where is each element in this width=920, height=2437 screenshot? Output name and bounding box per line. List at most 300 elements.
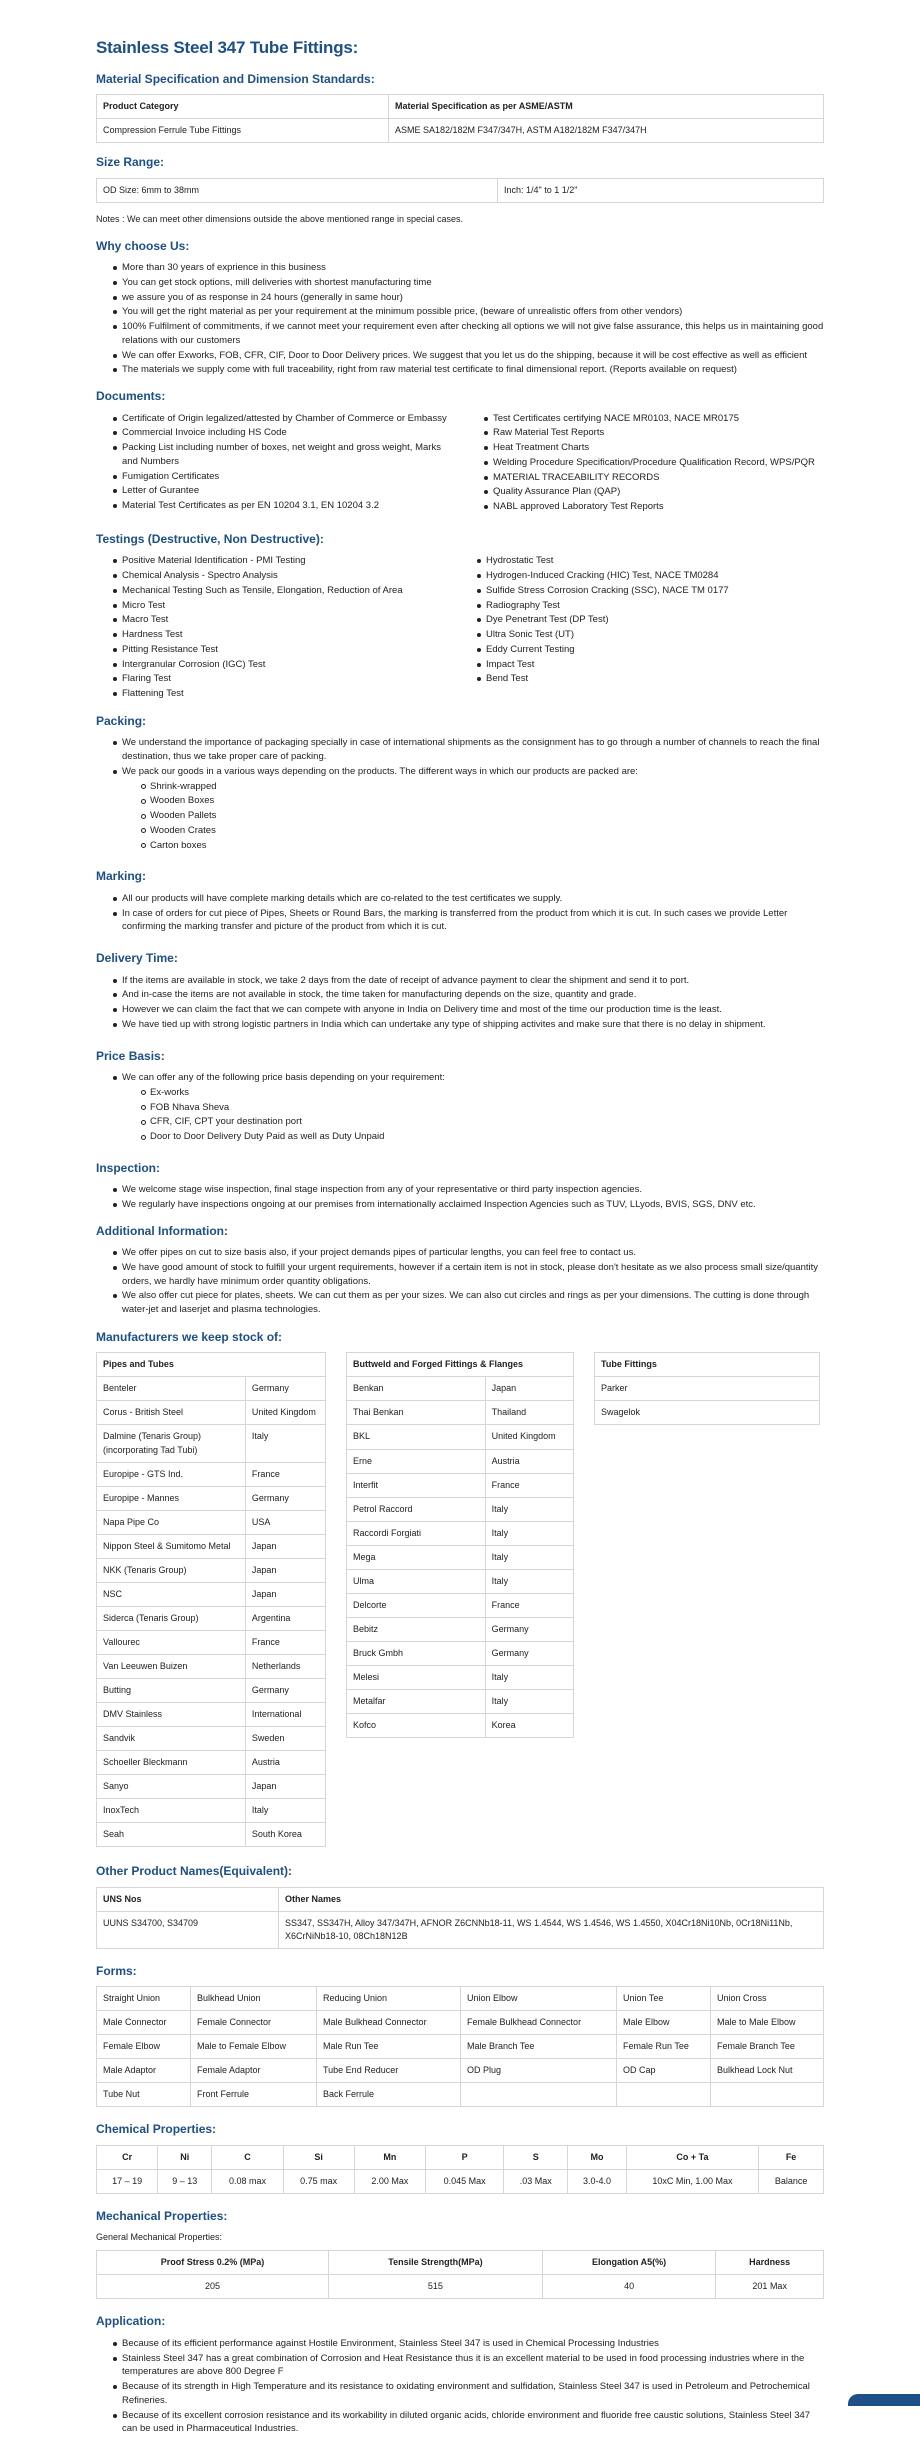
table-row [97, 2059, 824, 2083]
list-item: Test Certificates certifying NACE MR0103, NACE MR0175 [467, 412, 824, 426]
manufacturer-name-cell: NSC [97, 1582, 246, 1606]
manufacturer-country-cell: Italy [245, 1799, 325, 1823]
table-header-cell: Tube Fittings [595, 1353, 820, 1377]
form-cell [617, 2083, 711, 2107]
table-row [97, 1401, 326, 1425]
list-item: MATERIAL TRACEABILITY RECORDS [467, 471, 824, 485]
manufacturer-name-cell: Benkan [347, 1377, 486, 1401]
table-row [97, 2275, 824, 2299]
table-header-cell: C [212, 2145, 283, 2169]
inch-size-cell: Inch: 1/4" to 1 1/2" [498, 178, 824, 202]
manufacturer-country-cell: Japan [245, 1534, 325, 1558]
manufacturer-name-cell: Raccordi Forgiati [347, 1521, 486, 1545]
other-names-section [96, 1863, 824, 1949]
manufacturer-country-cell: Italy [485, 1569, 573, 1593]
list-item: Ultra Sonic Test (UT) [460, 628, 824, 642]
table-header-cell: Ni [158, 2145, 212, 2169]
manufacturer-country-cell: Japan [485, 1377, 573, 1401]
table-row [97, 1425, 326, 1462]
list-item: 100% Fulfilment of commitments, if we cannot meet your requirement even after checking all options we will not give false assurance, this helps us in maintaining good relations with our customers [96, 320, 824, 348]
manufacturers-heading: Manufacturers we keep stock of: [96, 1329, 283, 1344]
forms-section [96, 1963, 824, 2108]
marking-heading: Marking: [96, 869, 147, 884]
manufacturer-name-cell: Van Leeuwen Buizen [97, 1654, 246, 1678]
manufacturer-country-cell: Germany [245, 1678, 325, 1702]
manufacturer-country-cell: France [245, 1462, 325, 1486]
application-list [96, 2337, 824, 2436]
documents-columns [96, 412, 824, 515]
od-size-cell: OD Size: 6mm to 38mm [97, 178, 498, 202]
manufacturer-name-cell: Petrol Raccord [347, 1497, 486, 1521]
form-cell: OD Cap [617, 2059, 711, 2083]
table-cell: 201 Max [716, 2275, 824, 2299]
manufacturer-country-cell: Korea [485, 1714, 573, 1738]
chemical-table [96, 2145, 824, 2194]
table-header-row [595, 1353, 820, 1377]
table-row [347, 1689, 574, 1713]
manufacturer-country-cell: Italy [485, 1545, 573, 1569]
form-cell: Tube Nut [97, 2083, 191, 2107]
table-row [595, 1377, 820, 1401]
testings-heading: Testings (Destructive, Non Destructive): [96, 531, 324, 546]
list-item: Certificate of Origin legalized/attested by Chamber of Commerce or Embassy [96, 412, 453, 426]
table-cell: ASME SA182/182M F347/347H, ASTM A182/182M F347/347H [389, 119, 824, 143]
list-item: Positive Material Identification - PMI Testing [96, 554, 460, 568]
table-header-row [97, 1887, 824, 1911]
testings-list-right [460, 554, 824, 702]
list-item: Material Test Certificates as per EN 10204 3.1, EN 10204 3.2 [96, 499, 453, 513]
list-item: Chemical Analysis - Spectro Analysis [96, 569, 460, 583]
table-header-cell: P [425, 2145, 503, 2169]
manufacturer-country-cell: Italy [485, 1689, 573, 1713]
form-cell: Bulkhead Lock Nut [711, 2059, 824, 2083]
form-cell: Female Adaptor [191, 2059, 317, 2083]
manufacturer-country-cell: Japan [245, 1775, 325, 1799]
table-row [97, 1582, 326, 1606]
table-header-cell: S [504, 2145, 568, 2169]
price-heading: Price Basis: [96, 1048, 165, 1063]
table-row [97, 1377, 326, 1401]
table-header-cell: Si [283, 2145, 354, 2169]
page-title: Stainless Steel 347 Tube Fittings: [96, 38, 359, 57]
list-item: We understand the importance of packaging specially in case of international shipments as the consignment has to go through a number of channels to reach the final destination, thus we take proper care of packing. [96, 736, 824, 764]
table-row [347, 1521, 574, 1545]
manufacturer-name-cell: Schoeller Bleckmann [97, 1751, 246, 1775]
table-header-cell: Tensile Strength(MPa) [329, 2251, 543, 2275]
table-cell: 2.00 Max [354, 2169, 425, 2193]
table-header-row [97, 95, 824, 119]
table-header-cell: Mn [354, 2145, 425, 2169]
chemical-section [96, 2121, 824, 2193]
list-item: Heat Treatment Charts [467, 441, 824, 455]
list-item: More than 30 years of exprience in this business [96, 261, 824, 275]
manufacturer-country-cell: USA [245, 1510, 325, 1534]
list-item: The materials we supply come with full traceability, right from raw material test certificate to final dimensional report. (Reports available on request) [96, 363, 824, 377]
list-item: We offer pipes on cut to size basis also, if your project demands pipes of particular lengths, you can feel free to contact us. [96, 1246, 824, 1260]
list-item: Hardness Test [96, 628, 460, 642]
form-cell: Bulkhead Union [191, 1987, 317, 2011]
form-cell: Front Ferrule [191, 2083, 317, 2107]
table-row [97, 1727, 326, 1751]
manufacturer-country-cell: Austria [485, 1449, 573, 1473]
table-header-row [347, 1353, 574, 1377]
spec-section [96, 71, 824, 143]
form-cell: Male Connector [97, 2011, 191, 2035]
table-row [347, 1425, 574, 1449]
list-item: If the items are available in stock, we take 2 days from the date of receipt of advance payment to clear the shipment and send it to port. [96, 974, 824, 988]
delivery-heading: Delivery Time: [96, 951, 178, 966]
chemical-heading: Chemical Properties: [96, 2122, 217, 2137]
table-row [97, 178, 824, 202]
table-header-cell: Buttweld and Forged Fittings & Flanges [347, 1353, 574, 1377]
table-cell: 3.0-4.0 [568, 2169, 626, 2193]
buttweld-table-body [347, 1377, 574, 1738]
manufacturer-country-cell: Thailand [485, 1401, 573, 1425]
delivery-section [96, 950, 824, 1031]
mechanical-table [96, 2250, 824, 2299]
form-cell: Female Run Tee [617, 2035, 711, 2059]
marking-section [96, 868, 824, 934]
manufacturer-country-cell: Austria [245, 1751, 325, 1775]
manufacturer-name-cell: Metalfar [347, 1689, 486, 1713]
list-item [96, 765, 824, 853]
table-cell: Balance [759, 2169, 824, 2193]
table-row [97, 1510, 326, 1534]
page-content [96, 36, 824, 2437]
manufacturer-country-cell: Germany [485, 1617, 573, 1641]
manufacturer-name-cell: Sandvik [97, 1727, 246, 1751]
table-header-cell: Elongation A5(%) [542, 2251, 716, 2275]
size-section [96, 154, 824, 225]
table-cell: Compression Ferrule Tube Fittings [97, 119, 389, 143]
table-header-cell: Pipes and Tubes [97, 1353, 326, 1377]
additional-section [96, 1223, 824, 1317]
sub-list-item: FOB Nhava Sheva [122, 1101, 824, 1115]
list-item: Impact Test [460, 658, 824, 672]
list-item: You can get stock options, mill deliveries with shortest manufacturing time [96, 276, 824, 290]
list-item: Commercial Invoice including HS Code [96, 426, 453, 440]
table-header-cell: Product Category [97, 95, 389, 119]
list-item: Flattening Test [96, 687, 460, 701]
scroll-to-top-tab[interactable] [848, 2394, 920, 2406]
form-cell: Female Bulkhead Connector [461, 2011, 617, 2035]
table-row [97, 1606, 326, 1630]
manufacturer-name-cell: Mega [347, 1545, 486, 1569]
table-header-cell: UNS Nos [97, 1887, 279, 1911]
sub-list-item: Wooden Pallets [122, 809, 824, 823]
inspection-heading: Inspection: [96, 1160, 161, 1175]
table-cell: 205 [97, 2275, 329, 2299]
table-row [347, 1473, 574, 1497]
list-item: we assure you of as response in 24 hours (generally in same hour) [96, 291, 824, 305]
list-item: Pitting Resistance Test [96, 643, 460, 657]
table-cell: 0.08 max [212, 2169, 283, 2193]
form-cell: Male to Female Elbow [191, 2035, 317, 2059]
list-item: Hydrogen-Induced Cracking (HIC) Test, NACE TM0284 [460, 569, 824, 583]
table-row [347, 1714, 574, 1738]
table-cell: SS347, SS347H, Alloy 347/347H, AFNOR Z6CNNb18-11, WS 1.4544, WS 1.4546, WS 1.4550, X04Cr18Ni10Nb, 0Cr18Ni11Nb, X6CrNiNb18-10, 08Ch18N12B [279, 1911, 824, 1948]
testings-list-left [96, 554, 460, 702]
list-item: Flaring Test [96, 672, 460, 686]
table-row [97, 1534, 326, 1558]
list-item: Letter of Gurantee [96, 484, 453, 498]
manufacturer-country-cell: Italy [245, 1425, 325, 1462]
pipes-table [96, 1352, 326, 1847]
list-item: We welcome stage wise inspection, final stage inspection from any of your representative or third party inspection agencies. [96, 1183, 824, 1197]
table-row [97, 1751, 326, 1775]
manufacturer-name-cell: Europipe - Mannes [97, 1486, 246, 1510]
table-row [97, 1462, 326, 1486]
packing-list [96, 736, 824, 852]
table-row [97, 1486, 326, 1510]
form-cell: Male Branch Tee [461, 2035, 617, 2059]
other-names-table [96, 1887, 824, 1949]
table-cell: 17 – 19 [97, 2169, 158, 2193]
table-cell: 0.045 Max [425, 2169, 503, 2193]
manufacturer-name-cell: Parker [595, 1377, 820, 1401]
documents-section [96, 388, 824, 515]
table-row [347, 1641, 574, 1665]
manufacturer-name-cell: Bebitz [347, 1617, 486, 1641]
table-row [347, 1401, 574, 1425]
packing-sub-list [122, 780, 824, 853]
mechanical-label: General Mechanical Properties: [96, 2232, 223, 2243]
documents-list-right [467, 412, 824, 515]
table-row [97, 1911, 824, 1948]
table-row [347, 1377, 574, 1401]
manufacturer-country-cell: Sweden [245, 1727, 325, 1751]
list-item: All our products will have complete marking details which are co-related to the test certificates we supply. [96, 892, 824, 906]
list-item: Intergranular Corrosion (IGC) Test [96, 658, 460, 672]
manufacturer-name-cell: Sanyo [97, 1775, 246, 1799]
table-header-row [97, 2251, 824, 2275]
form-cell [461, 2083, 617, 2107]
manufacturer-name-cell: Nippon Steel & Sumitomo Metal [97, 1534, 246, 1558]
table-header-row [97, 2145, 824, 2169]
table-header-cell: Mo [568, 2145, 626, 2169]
table-row [347, 1617, 574, 1641]
table-row [97, 1987, 824, 2011]
packing-section [96, 713, 824, 853]
manufacturer-country-cell: South Korea [245, 1823, 325, 1847]
manufacturer-country-cell: Netherlands [245, 1654, 325, 1678]
manufacturers-section [96, 1329, 824, 1847]
sub-list-item: Door to Door Delivery Duty Paid as well as Duty Unpaid [122, 1130, 824, 1144]
mechanical-section [96, 2208, 824, 2300]
list-item: Radiography Test [460, 599, 824, 613]
manufacturers-tables [96, 1352, 824, 1847]
list-item: Because of its excellent corrosion resistance and its workability in diluted organic acids, chloride environment and fluoride free caustic solutions, Stainless Steel 347 can be used in Pharmaceutical Industries. [96, 2409, 824, 2437]
sub-list-item: Shrink-wrapped [122, 780, 824, 794]
mechanical-heading: Mechanical Properties: [96, 2208, 228, 2223]
list-item-text: We pack our goods in a various ways depending on the products. The different ways in which our products are packed are: [122, 765, 638, 777]
sub-list-item: CFR, CIF, CPT your destination port [122, 1115, 824, 1129]
form-cell: Straight Union [97, 1987, 191, 2011]
manufacturer-country-cell: Germany [245, 1486, 325, 1510]
list-item: We have tied up with strong logistic partners in India which can undertake any type of shipping activites and make sure that there is no delay in shipment. [96, 1018, 824, 1032]
documents-list-left [96, 412, 467, 515]
list-item: We regularly have inspections ongoing at our premises from internationally acclaimed Inspection Agencies such as TUV, LLyods, BVIS, SGS, DNV etc. [96, 1198, 824, 1212]
table-row [97, 1799, 326, 1823]
table-row [97, 2083, 824, 2107]
spec-table [96, 94, 824, 143]
manufacturer-name-cell: Interfit [347, 1473, 486, 1497]
manufacturer-country-cell: Japan [245, 1582, 325, 1606]
manufacturer-name-cell: DMV Stainless [97, 1703, 246, 1727]
form-cell: Male Elbow [617, 2011, 711, 2035]
list-item: Eddy Current Testing [460, 643, 824, 657]
inspection-section [96, 1160, 824, 1212]
table-row [97, 2035, 824, 2059]
table-row [97, 1678, 326, 1702]
size-heading: Size Range: [96, 155, 165, 170]
manufacturer-name-cell: Corus - British Steel [97, 1401, 246, 1425]
manufacturer-country-cell: France [485, 1473, 573, 1497]
testings-columns [96, 554, 824, 702]
table-row [97, 1823, 326, 1847]
inspection-list [96, 1183, 824, 1212]
manufacturer-name-cell: Bruck Gmbh [347, 1641, 486, 1665]
table-header-cell: Other Names [279, 1887, 824, 1911]
form-cell: OD Plug [461, 2059, 617, 2083]
table-header-cell: Hardness [716, 2251, 824, 2275]
form-cell: Union Tee [617, 1987, 711, 2011]
manufacturer-name-cell: Napa Pipe Co [97, 1510, 246, 1534]
list-item: Dye Penetrant Test (DP Test) [460, 613, 824, 627]
list-item: Mechanical Testing Such as Tensile, Elongation, Reduction of Area [96, 584, 460, 598]
manufacturer-country-cell: United Kingdom [485, 1425, 573, 1449]
form-cell: Male Run Tee [317, 2035, 461, 2059]
form-cell: Tube End Reducer [317, 2059, 461, 2083]
list-item: Macro Test [96, 613, 460, 627]
form-cell: Union Cross [711, 1987, 824, 2011]
table-cell: 0.75 max [283, 2169, 354, 2193]
marking-list [96, 892, 824, 934]
table-row [97, 1703, 326, 1727]
table-cell: 10xC Min, 1.00 Max [626, 2169, 758, 2193]
list-item [96, 1071, 824, 1144]
manufacturer-name-cell: Butting [97, 1678, 246, 1702]
table-row [97, 2011, 824, 2035]
application-section [96, 2313, 824, 2436]
list-item: Packing List including number of boxes, net weight and gross weight, Marks and Numbers [96, 441, 453, 469]
list-item-text: We can offer any of the following price basis depending on your requirement: [122, 1071, 445, 1083]
size-table [96, 178, 824, 203]
list-item: Hydrostatic Test [460, 554, 824, 568]
forms-table-body [97, 1987, 824, 2107]
table-row [347, 1593, 574, 1617]
manufacturer-name-cell: Swagelok [595, 1401, 820, 1425]
manufacturer-country-cell: Germany [245, 1377, 325, 1401]
list-item: Welding Procedure Specification/Procedure Qualification Record, WPS/PQR [467, 456, 824, 470]
manufacturer-name-cell: Thai Benkan [347, 1401, 486, 1425]
spec-heading: Material Specification and Dimension Standards: [96, 71, 375, 86]
table-cell: UUNS S34700, S34709 [97, 1911, 279, 1948]
table-row [347, 1665, 574, 1689]
table-row [595, 1401, 820, 1425]
additional-list [96, 1246, 824, 1317]
list-item: Because of its efficient performance against Hostile Environment, Stainless Steel 347 is used in Chemical Processing Industries [96, 2337, 824, 2351]
why-list [96, 261, 824, 377]
tube-fittings-table-body [595, 1377, 820, 1425]
list-item: We can offer Exworks, FOB, CFR, CIF, Door to Door Delivery prices. We suggest that you let us do the shipping, because it will be cost effective as well as efficient [96, 349, 824, 363]
list-item: However we can claim the fact that we can compete with anyone in India on Delivery time and most of the time our production time is the least. [96, 1003, 824, 1017]
sub-list-item: Wooden Boxes [122, 794, 824, 808]
sub-list-item: Ex-works [122, 1086, 824, 1100]
list-item: And in-case the items are not available in stock, the time taken for manufacturing depends on the size, quantity and grade. [96, 988, 824, 1002]
manufacturer-name-cell: Melesi [347, 1665, 486, 1689]
manufacturer-country-cell: Italy [485, 1497, 573, 1521]
table-row [347, 1449, 574, 1473]
table-row [97, 2169, 824, 2193]
manufacturer-name-cell: InoxTech [97, 1799, 246, 1823]
manufacturer-country-cell: United Kingdom [245, 1401, 325, 1425]
manufacturer-country-cell: Japan [245, 1558, 325, 1582]
list-item: Micro Test [96, 599, 460, 613]
manufacturer-country-cell: France [245, 1630, 325, 1654]
buttweld-table [346, 1352, 574, 1738]
list-item: Bend Test [460, 672, 824, 686]
form-cell [711, 2083, 824, 2107]
list-item: Fumigation Certificates [96, 470, 453, 484]
testings-section [96, 531, 824, 702]
forms-heading: Forms: [96, 1963, 137, 1978]
table-cell: 40 [542, 2275, 716, 2299]
delivery-list [96, 974, 824, 1032]
manufacturer-name-cell: Benteler [97, 1377, 246, 1401]
tube-fittings-table [594, 1352, 820, 1425]
price-sub-list [122, 1086, 824, 1144]
manufacturer-name-cell: NKK (Tenaris Group) [97, 1558, 246, 1582]
list-item: Quality Assurance Plan (QAP) [467, 485, 824, 499]
manufacturer-name-cell: Siderca (Tenaris Group) [97, 1606, 246, 1630]
form-cell: Female Branch Tee [711, 2035, 824, 2059]
packing-heading: Packing: [96, 713, 147, 728]
form-cell: Back Ferrule [317, 2083, 461, 2107]
table-header-row [97, 1353, 326, 1377]
table-cell: .03 Max [504, 2169, 568, 2193]
other-names-heading: Other Product Names(Equivalent): [96, 1864, 293, 1879]
manufacturer-name-cell: Kofco [347, 1714, 486, 1738]
manufacturer-country-cell: Italy [485, 1665, 573, 1689]
application-heading: Application: [96, 2314, 166, 2329]
list-item: Sulfide Stress Corrosion Cracking (SSC), NACE TM 0177 [460, 584, 824, 598]
table-row [347, 1545, 574, 1569]
table-row [97, 1654, 326, 1678]
form-cell: Union Elbow [461, 1987, 617, 2011]
manufacturer-country-cell: Germany [485, 1641, 573, 1665]
table-header-cell: Co + Ta [626, 2145, 758, 2169]
form-cell: Reducing Union [317, 1987, 461, 2011]
manufacturer-name-cell: Erne [347, 1449, 486, 1473]
list-item: NABL approved Laboratory Test Reports [467, 500, 824, 514]
forms-table [96, 1986, 824, 2107]
manufacturer-name-cell: Europipe - GTS Ind. [97, 1462, 246, 1486]
table-row [97, 1630, 326, 1654]
manufacturer-name-cell: Delcorte [347, 1593, 486, 1617]
sub-list-item: Carton boxes [122, 839, 824, 853]
list-item: We also offer cut piece for plates, sheets. We can cut them as per your sizes. We can also cut circles and rings as per your dimensions. The cutting is done through water-jet and laserjet and plasma technologies. [96, 1289, 824, 1317]
form-cell: Male Bulkhead Connector [317, 2011, 461, 2035]
price-list [96, 1071, 824, 1144]
table-cell: 515 [329, 2275, 543, 2299]
table-header-cell: Proof Stress 0.2% (MPa) [97, 2251, 329, 2275]
table-header-cell: Material Specification as per ASME/ASTM [389, 95, 824, 119]
table-cell: 9 – 13 [158, 2169, 212, 2193]
table-row [97, 119, 824, 143]
manufacturer-name-cell: Seah [97, 1823, 246, 1847]
manufacturer-country-cell: International [245, 1703, 325, 1727]
